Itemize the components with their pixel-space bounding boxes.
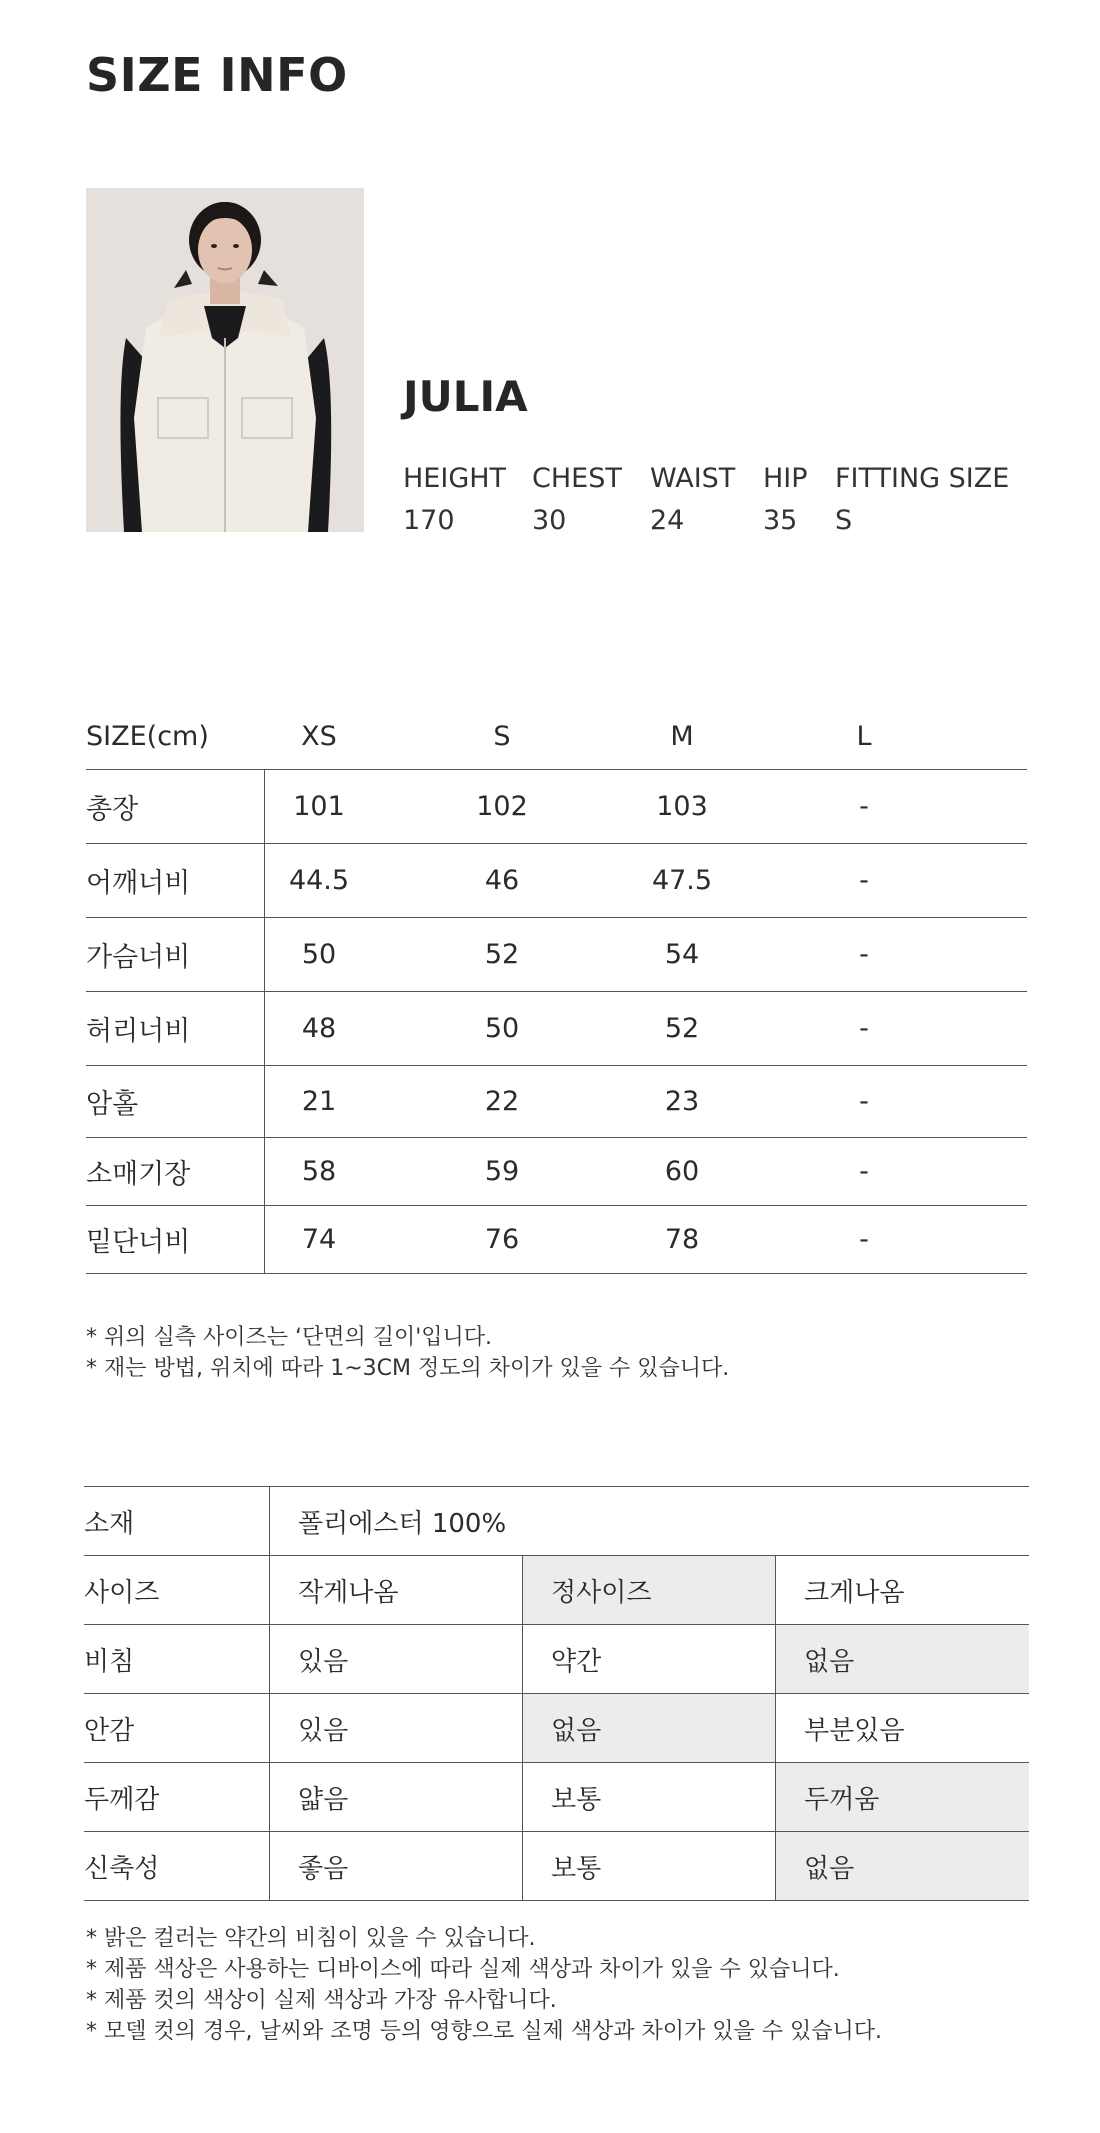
size-cell: 78: [664, 1224, 700, 1255]
table-row: [86, 1066, 1027, 1138]
color-notes: [86, 1923, 882, 2047]
size-header-l: L: [856, 721, 872, 752]
attr-option: 있음: [269, 1694, 522, 1762]
spec-label: CHEST: [532, 463, 622, 494]
size-row-label: 총장: [86, 794, 139, 825]
size-header-xs: XS: [301, 721, 337, 752]
size-cell: -: [859, 1013, 869, 1044]
size-cell: -: [859, 1156, 869, 1187]
attr-option-selected: 없음: [522, 1694, 775, 1762]
size-cell: 52: [664, 1013, 700, 1044]
color-note: * 제품 컷의 색상이 실제 색상과 가장 유사합니다.: [86, 1988, 557, 2013]
size-cell: 60: [664, 1156, 700, 1187]
attr-option: 보통: [522, 1763, 775, 1831]
size-cell: 58: [301, 1156, 337, 1187]
material-label: 소재: [84, 1508, 135, 1539]
size-row-label: 어깨너비: [86, 868, 191, 899]
size-row-label: 소매기장: [86, 1159, 191, 1190]
size-row-label: 허리너비: [86, 1016, 191, 1047]
model-spec-fitting-size: [835, 458, 1009, 542]
attr-option-selected: 정사이즈: [522, 1556, 775, 1624]
table-row: [86, 918, 1027, 992]
size-cell: 102: [476, 791, 528, 822]
size-cell: 103: [656, 791, 708, 822]
size-cell: 46: [484, 865, 520, 896]
size-cell: 101: [293, 791, 345, 822]
size-cell: 50: [484, 1013, 520, 1044]
attr-label: 안감: [84, 1715, 135, 1746]
size-cell: -: [859, 791, 869, 822]
attr-row-thickness: [84, 1763, 1029, 1832]
size-row-label: 암홀: [86, 1089, 139, 1120]
size-cell: 47.5: [651, 865, 713, 896]
size-header-s: S: [493, 721, 511, 752]
spec-value: 35: [763, 505, 798, 536]
spec-value: 170: [403, 505, 455, 536]
attr-option: 좋음: [269, 1832, 522, 1900]
color-note: * 밝은 컬러는 약간의 비침이 있을 수 있습니다.: [86, 1926, 536, 1951]
spec-label: HEIGHT: [403, 463, 507, 494]
attr-option: 약간: [522, 1625, 775, 1693]
size-cell: 44.5: [288, 865, 350, 896]
table-row: [86, 992, 1027, 1066]
measure-note: * 재는 방법, 위치에 따라 1~3CM 정도의 차이가 있을 수 있습니다.: [86, 1356, 730, 1381]
model-photo: [86, 188, 364, 532]
model-spec-hip: [763, 458, 808, 542]
attr-option: 얇음: [269, 1763, 522, 1831]
attr-row-stretch: [84, 1832, 1029, 1901]
measure-notes: [86, 1322, 729, 1384]
size-cell: 54: [664, 939, 700, 970]
size-header-label: SIZE(cm): [86, 721, 209, 752]
size-cell: 21: [301, 1086, 337, 1117]
size-cell: 23: [664, 1086, 700, 1117]
spec-label: HIP: [763, 463, 808, 494]
size-cell: -: [859, 939, 869, 970]
model-spec-chest: [532, 458, 622, 542]
size-cell: -: [859, 1224, 869, 1255]
spec-value: S: [835, 505, 853, 536]
attr-option: 크게나옴: [775, 1556, 1029, 1624]
size-cell: 50: [301, 939, 337, 970]
size-cell: -: [859, 865, 869, 896]
size-cell: 22: [484, 1086, 520, 1117]
attr-option: 보통: [522, 1832, 775, 1900]
size-row-label: 가슴너비: [86, 942, 191, 973]
size-cell: 74: [301, 1224, 337, 1255]
attr-row-lining: [84, 1694, 1029, 1763]
page-title: SIZE INFO: [86, 48, 348, 102]
table-row: [86, 1138, 1027, 1206]
size-row-label: 밑단너비: [86, 1227, 191, 1258]
attr-option-selected: 두꺼움: [775, 1763, 1029, 1831]
color-note: * 모델 컷의 경우, 날씨와 조명 등의 영향으로 실제 색상과 차이가 있을 수 있습니다.: [86, 2019, 882, 2044]
attr-label: 두께감: [84, 1784, 160, 1815]
spec-label: FITTING SIZE: [835, 463, 1010, 494]
size-cell: 52: [484, 939, 520, 970]
attr-row-size: [84, 1556, 1029, 1625]
attr-option: 부분있음: [775, 1694, 1029, 1762]
attr-option: 작게나옴: [269, 1556, 522, 1624]
size-cell: -: [859, 1086, 869, 1117]
attr-option: 있음: [269, 1625, 522, 1693]
table-row: [86, 770, 1027, 844]
attr-label: 비침: [84, 1646, 135, 1677]
model-spec-height: [403, 458, 506, 542]
size-header-m: M: [670, 721, 694, 752]
material-row: [84, 1487, 1029, 1556]
material-table: [84, 1486, 1029, 1901]
spec-value: 24: [650, 505, 685, 536]
model-spec-waist: [650, 458, 735, 542]
material-value: 폴리에스터 100%: [269, 1487, 1029, 1555]
attr-row-sheer: [84, 1625, 1029, 1694]
measure-note: * 위의 실측 사이즈는 ‘단면의 길이'입니다.: [86, 1325, 493, 1350]
spec-value: 30: [532, 505, 567, 536]
size-cell: 76: [484, 1224, 520, 1255]
attr-label: 사이즈: [84, 1577, 160, 1608]
size-cell: 59: [484, 1156, 520, 1187]
table-row: [86, 844, 1027, 918]
attr-option-selected: 없음: [775, 1625, 1029, 1693]
color-note: * 제품 색상은 사용하는 디바이스에 따라 실제 색상과 차이가 있을 수 있습니다.: [86, 1957, 840, 1982]
size-table: [86, 704, 1027, 1274]
spec-label: WAIST: [650, 463, 736, 494]
model-name: JULIA: [403, 372, 528, 421]
table-row: [86, 1206, 1027, 1274]
size-table-header: [86, 704, 1027, 770]
attr-label: 신축성: [84, 1853, 160, 1884]
attr-option-selected: 없음: [775, 1832, 1029, 1900]
size-cell: 48: [301, 1013, 337, 1044]
